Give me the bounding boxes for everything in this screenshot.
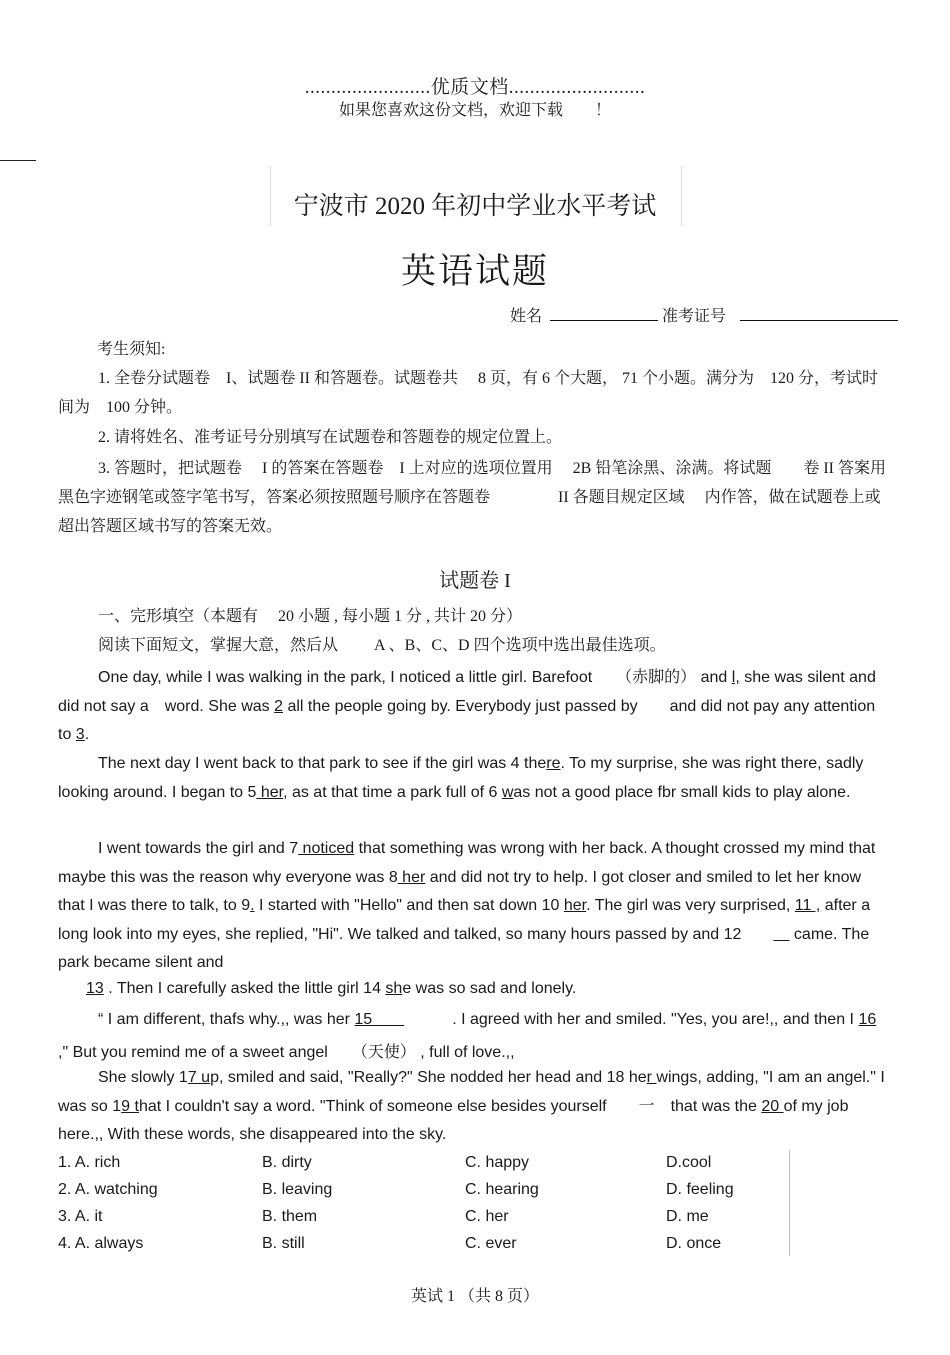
part-heading: 一、完形填空（本题有 20 小题 , 每小题 1 分 , 共计 20 分）	[98, 608, 523, 625]
blank-1: l,	[731, 669, 740, 686]
passage-paragraph-1: One day, while I was walking in the park, I noticed a little girl. Barefoot （赤脚的） and l, she was silent and did not say a word. She was 2 all the people going by. Everybody just passed by and did not pay any attention to 3.	[58, 669, 876, 743]
passage-paragraph-6: She slowly 17 up, smiled and said, "Really?" She nodded her head and 18 her wings, adding, "I am an angel." I was so 19 that I couldn't say a word. "Think of someone else besides yourself 一 that was the 20 of my job here.,, With these words, she disappeared into the sky.	[58, 1069, 885, 1143]
passage-paragraph-4: 13 . Then I carefully asked the little girl 14 she was so sad and lonely.	[86, 980, 577, 997]
exam-title: 宁波市 2020 年初中学业水平考试	[293, 193, 657, 220]
banner-subtitle: 如果您喜欢这份文档，欢迎下载 ！	[338, 102, 611, 119]
option-cell: D. once	[666, 1234, 722, 1252]
option-cell: B. still	[262, 1234, 305, 1252]
candidate-info-row	[510, 303, 898, 326]
option-cell: 1. A. rich	[58, 1153, 121, 1171]
option-cell: C. her	[465, 1207, 509, 1225]
option-cell: D. feeling	[666, 1180, 734, 1198]
passage-paragraph-2: The next day I went back to that park to see if the girl was 4 there. To my surprise, she was right there, sadly looking around. I began to 5 her, as at that time a park full of 6 was not a good place fbr small kids to play alone.	[58, 755, 864, 801]
option-cell: C. happy	[465, 1153, 530, 1171]
id-field[interactable]	[740, 304, 898, 321]
option-cell: D. me	[666, 1207, 709, 1225]
option-cell: 3. A. it	[58, 1207, 103, 1225]
option-cell: C. hearing	[465, 1180, 539, 1198]
notice-heading: 考生须知:	[97, 341, 166, 358]
name-label: 姓名	[510, 308, 543, 325]
passage-paragraph-5: “ I am different, thafs why.,, was her 15 . I agreed with her and smiled. "Yes, you are!,, and then I 16 ," But you remind me of a sweet angel （天使） , full of love.,,	[58, 1011, 877, 1061]
options-table	[58, 1149, 790, 1257]
banner-title: ........................优质文档..........................	[304, 77, 646, 98]
notice-item-2: 2. 请将姓名、准考证号分别填写在试题卷和答题卷的规定位置上。	[98, 429, 563, 446]
option-row	[58, 1203, 790, 1230]
option-row	[58, 1230, 790, 1257]
option-cell: B. them	[262, 1207, 318, 1225]
option-cell: C. ever	[465, 1234, 517, 1252]
subject-title: 英语试题	[400, 252, 549, 291]
option-cell: B. leaving	[262, 1180, 333, 1198]
name-field[interactable]	[550, 304, 658, 321]
blank-3: 3	[75, 726, 85, 743]
margin-rule	[0, 160, 36, 161]
passage-paragraph-3: I went towards the girl and 7 noticed that something was wrong with her back. A thought crossed my mind that maybe this was the reason why everyone was 8 her and did not try to help. I got closer and smiled to let her know that I was there to talk, to 9. I started with "Hello" and then sat down 10 her. The girl was very surprised, 11 , after a long look into my eyes, she replied, "Hi". We talked and talked, so many hours passed by and 12 came. The park became silent and	[58, 840, 876, 971]
option-cell: 4. A. always	[58, 1234, 144, 1252]
id-label: 准考证号	[662, 308, 727, 325]
option-row	[58, 1149, 790, 1176]
part-instruction: 阅读下面短文，掌握大意，然后从 A 、B、C、D 四个选项中选出最佳选项。	[98, 637, 666, 654]
option-cell: B. dirty	[262, 1153, 312, 1171]
blank-2: 2	[274, 697, 284, 715]
option-cell: 2. A. watching	[58, 1180, 158, 1198]
options-right-border	[789, 1150, 790, 1256]
page-footer: 英试 1 （共 8 页）	[410, 1288, 539, 1305]
option-row	[58, 1176, 790, 1203]
notice-item-1: 1. 全卷分试题卷 I、试题卷 II 和答题卷。试题卷共 8 页，有 6 个大题， 71 个小题。满分为 120 分，考试时间为 100 分钟。	[58, 370, 878, 416]
option-cell: D.cool	[666, 1153, 712, 1171]
notice-item-3: 3. 答题时，把试题卷 I 的答案在答题卷 I 上对应的选项位置用 2B 铅笔涂黑、涂满。将试题 卷 II 答案用黑色字迹钢笔或签字笔书写，答案必须按照题号顺序在答题卷 II 各题目规定区域 内作答，做在试题卷上或超出答题区域书写的答案无效。	[58, 460, 886, 535]
section-title: 试题卷 I	[439, 570, 511, 592]
